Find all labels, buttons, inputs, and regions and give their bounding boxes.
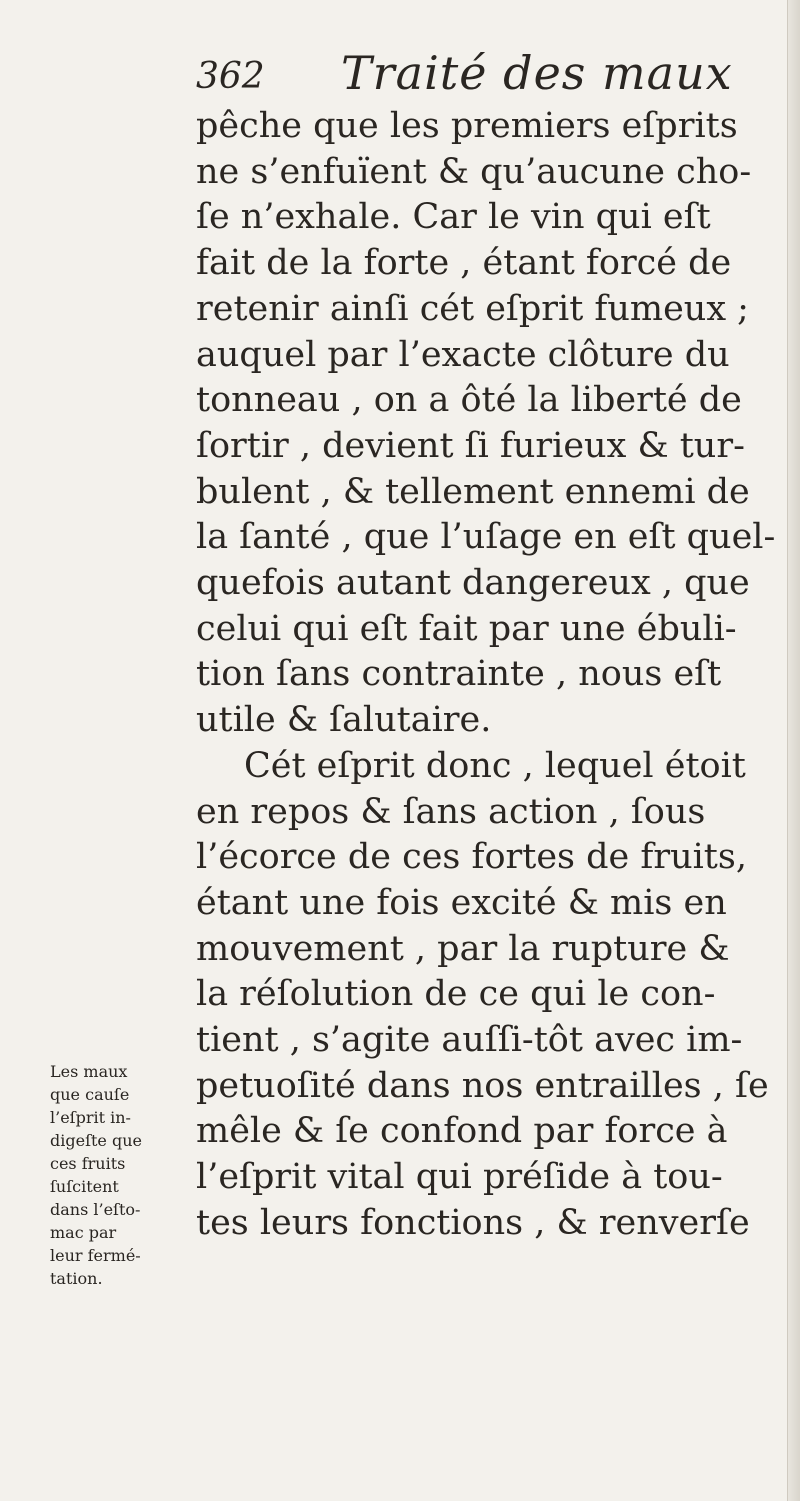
text-line: celui qui eſt fait par une ébuli- xyxy=(196,608,737,649)
text-line: ne s’enfuïent & qu’aucune cho- xyxy=(196,151,752,192)
margin-note-line: l’eſprit in- xyxy=(50,1108,131,1127)
page-number: 362 xyxy=(196,56,265,97)
paragraph-start-line: Cét eſprit donc , lequel étoit xyxy=(244,745,746,786)
text-line: bulent , & tellement ennemi de xyxy=(196,471,750,512)
margin-note-line: dans l’eſto- xyxy=(50,1200,141,1219)
text-line: tion ſans contrainte , nous eſt xyxy=(196,654,722,695)
text-line: l’écorce de ces fortes de fruits, xyxy=(196,837,747,878)
text-line: la réſolution de ce qui le con- xyxy=(196,974,716,1015)
text-line: ſe n’exhale. Car le vin qui eſt xyxy=(196,197,711,238)
text-line: quefois autant dangereux , que xyxy=(196,563,750,604)
text-line: tient , s’agite auſſi-tôt avec im- xyxy=(196,1020,743,1061)
margin-note-line: Les maux xyxy=(50,1062,128,1081)
text-line: la ſanté , que l’uſage en eſt quel- xyxy=(196,517,776,558)
margin-note-line: mac par xyxy=(50,1223,117,1242)
margin-note-line: leur fermé- xyxy=(50,1246,141,1265)
text-line: tonneau , on a ôté la liberté de xyxy=(196,380,742,421)
margin-note-line: ces fruits xyxy=(50,1154,126,1173)
text-line: mouvement , par la rupture & xyxy=(196,928,730,969)
text-line: retenir ainſi cét eſprit fumeux ; xyxy=(196,288,749,329)
text-line: petuoſité dans nos entrailles , ſe xyxy=(196,1065,769,1106)
margin-note-line: tation. xyxy=(50,1269,103,1288)
text-line: l’eſprit vital qui préſide à tou- xyxy=(196,1157,723,1198)
running-title: Traité des maux xyxy=(341,46,733,100)
text-line: étant une fois excité & mis en xyxy=(196,882,727,923)
text-line: fait de la forte , étant forcé de xyxy=(196,243,732,284)
margin-note-line: digeſte que xyxy=(50,1131,142,1150)
text-line: utile & ſalutaire. xyxy=(196,700,492,741)
text-line: pêche que les premiers eſprits xyxy=(196,106,738,146)
text-line: en repos & ſans action , ſous xyxy=(196,791,706,832)
page-header xyxy=(196,46,756,106)
text-line: ſortir , devient ſi furieux & tur- xyxy=(196,425,745,466)
text-line: tes leurs fonctions , & renverſe xyxy=(196,1202,750,1243)
text-line: mêle & ſe confond par force à xyxy=(196,1111,728,1152)
body-text xyxy=(196,104,796,1247)
margin-note-line: que cauſe xyxy=(50,1085,130,1104)
margin-note xyxy=(50,1060,190,1290)
margin-note-line: ſuſcitent xyxy=(50,1177,119,1196)
text-line: auquel par l’exacte clôture du xyxy=(196,334,730,375)
